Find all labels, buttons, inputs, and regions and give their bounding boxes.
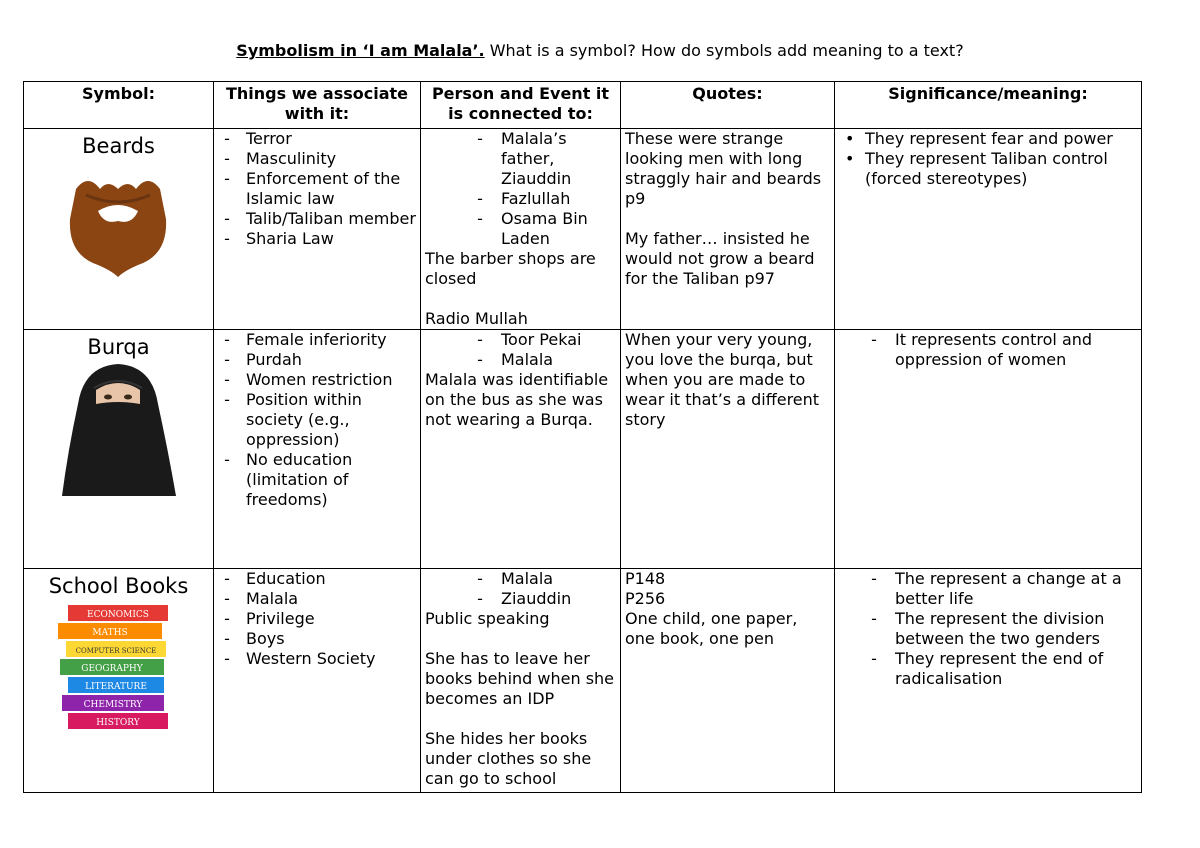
things-cell xyxy=(214,330,421,569)
list-item: - The represent the division between the two genders xyxy=(869,609,1137,649)
significance-list xyxy=(839,129,1137,189)
list-item: - Masculinity xyxy=(218,149,416,169)
list-item: - Boys xyxy=(218,629,416,649)
header-person-event: Person and Event it is connected to: xyxy=(421,82,621,129)
quote-text: P256 xyxy=(625,589,666,608)
list-item: - The represent a change at a better life xyxy=(869,569,1137,609)
list-item: - Malala xyxy=(218,589,416,609)
title-bold: Symbolism in ‘I am Malala’. xyxy=(236,41,485,60)
person-event-cell xyxy=(421,569,621,793)
event-text: Public speaking xyxy=(425,609,550,628)
list-item: - Malala xyxy=(475,350,616,370)
title-question: What is a symbol? How do symbols add meaning to a text? xyxy=(484,41,964,60)
symbol-cell xyxy=(24,330,214,569)
book-spine: CHEMISTRY xyxy=(83,700,143,710)
list-item: - Female inferiority xyxy=(218,330,416,350)
person-event-cell xyxy=(421,330,621,569)
list-item: - Purdah xyxy=(218,350,416,370)
significance-cell xyxy=(835,569,1142,793)
book-spine: ECONOMICS xyxy=(87,610,149,620)
event-text: She has to leave her books behind when she becomes an IDP xyxy=(425,649,615,708)
book-spine: LITERATURE xyxy=(85,682,147,692)
list-item: - Ziauddin xyxy=(475,589,616,609)
things-list xyxy=(218,129,416,249)
list-item: - Privilege xyxy=(218,609,416,629)
symbol-cell xyxy=(24,569,214,793)
event-text: Radio Mullah xyxy=(425,309,528,328)
list-item: - No education (limitation of freedoms) xyxy=(218,450,416,510)
list-item: - Sharia Law xyxy=(218,229,416,249)
list-item: - Malala’s father, Ziauddin xyxy=(475,129,616,189)
people-list xyxy=(425,330,616,370)
list-item: - Osama Bin Laden xyxy=(475,209,616,249)
symbol-name: Beards xyxy=(82,134,155,158)
header-row xyxy=(24,82,1142,129)
person-event-cell xyxy=(421,129,621,330)
people-list xyxy=(425,129,616,249)
symbol-cell xyxy=(24,129,214,330)
event-text: The barber shops are closed xyxy=(425,249,596,288)
table-row xyxy=(24,129,1142,330)
quotes-cell xyxy=(621,569,835,793)
burqa-image xyxy=(28,360,208,500)
quote-text: One child, one paper, one book, one pen xyxy=(625,609,798,648)
quotes-cell xyxy=(621,129,835,330)
list-item: - Malala xyxy=(475,569,616,589)
quote-text: P148 xyxy=(625,569,666,588)
list-item: - It represents control and oppression of women xyxy=(869,330,1137,370)
things-list xyxy=(218,569,416,669)
quote-text: My father… insisted he would not grow a beard for the Taliban p97 xyxy=(625,229,815,288)
header-quotes: Quotes: xyxy=(621,82,835,129)
significance-list xyxy=(839,569,1137,689)
beard-image xyxy=(28,159,208,277)
people-list xyxy=(425,569,616,609)
list-item: - Talib/Taliban member xyxy=(218,209,416,229)
table-row xyxy=(24,330,1142,569)
list-item: - Education xyxy=(218,569,416,589)
list-item: - Enforcement of the Islamic law xyxy=(218,169,416,209)
list-item: - Women restriction xyxy=(218,370,416,390)
things-cell xyxy=(214,129,421,330)
list-item: - Terror xyxy=(218,129,416,149)
list-item: - Position within society (e.g., oppression) xyxy=(218,390,416,450)
event-text: She hides her books under clothes so she can go to school xyxy=(425,729,592,788)
quote-text: These were strange looking men with long straggly hair and beards p9 xyxy=(625,129,822,208)
list-item: - Fazlullah xyxy=(475,189,616,209)
list-item: - Toor Pekai xyxy=(475,330,616,350)
header-symbol: Symbol: xyxy=(24,82,214,129)
book-spine: MATHS xyxy=(92,628,128,638)
book-spine: HISTORY xyxy=(96,718,140,728)
header-things: Things we associate with it: xyxy=(214,82,421,129)
symbol-name: Burqa xyxy=(87,335,150,359)
significance-cell xyxy=(835,330,1142,569)
table-row xyxy=(24,569,1142,793)
list-item: • They represent Taliban control (forced stereotypes) xyxy=(839,149,1137,189)
page-title xyxy=(0,41,1200,61)
header-significance: Significance/meaning: xyxy=(835,82,1142,129)
significance-cell xyxy=(835,129,1142,330)
symbol-name: School Books xyxy=(48,574,189,598)
list-item: - Western Society xyxy=(218,649,416,669)
quotes-cell xyxy=(621,330,835,569)
quote-text: When your very young, you love the burqa, but when you are made to wear it that’s a different story xyxy=(625,330,820,429)
books-image xyxy=(28,599,208,749)
book-spine: GEOGRAPHY xyxy=(81,664,143,674)
list-item: • They represent fear and power xyxy=(839,129,1137,149)
book-spine: COMPUTER SCIENCE xyxy=(75,647,157,655)
things-cell xyxy=(214,569,421,793)
symbolism-table xyxy=(23,81,1142,793)
significance-list xyxy=(839,330,1137,370)
event-text: Malala was identifiable on the bus as she was not wearing a Burqa. xyxy=(425,370,609,429)
list-item: - They represent the end of radicalisation xyxy=(869,649,1137,689)
things-list xyxy=(218,330,416,510)
